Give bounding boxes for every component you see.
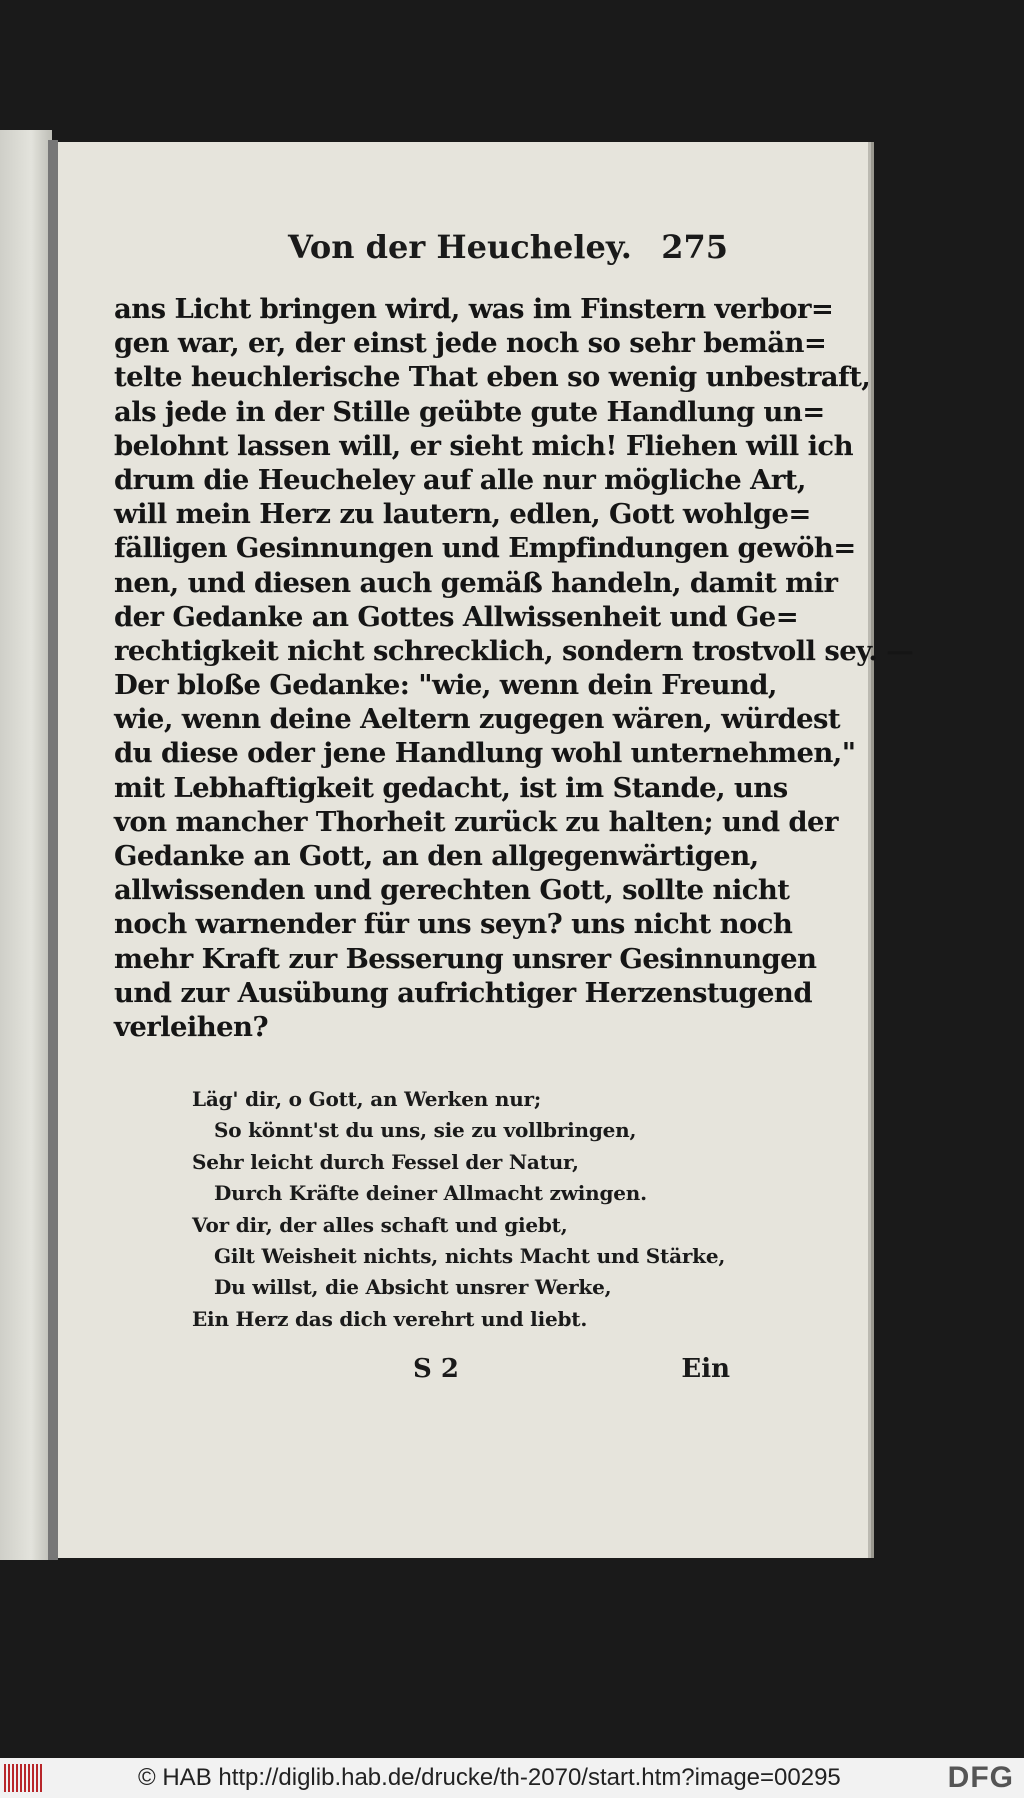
poem-stanza (192, 1084, 752, 1335)
barcode-icon (4, 1764, 44, 1792)
poem-line: Du willst, die Absicht unsrer Werke, (214, 1275, 612, 1300)
text-line: ans Licht bringen wird, was im Finstern verbor= (114, 293, 834, 325)
text-line: von mancher Thorheit zurück zu halten; und der (114, 805, 838, 838)
text-line: du diese oder jene Handlung wohl unternehmen," (114, 737, 856, 770)
text-line: telte heuchlerische That eben so wenig unbestraft, (114, 361, 871, 394)
running-title: Von der Heucheley. (288, 228, 632, 266)
text-line: belohnt lassen will, er sieht mich! Fliehen will ich (114, 429, 853, 462)
text-line: fälligen Gesinnungen und Empfindungen gewöh= (114, 532, 856, 565)
text-line: und zur Ausübung aufrichtiger Herzenstugend (114, 976, 812, 1009)
text-line: mit Lebhaftigkeit gedacht, ist im Stande, uns (114, 771, 788, 804)
poem-line: Durch Kräfte deiner Allmacht zwingen. (214, 1181, 647, 1206)
text-line: Gedanke an Gott, an den allgegenwärtigen, (114, 840, 759, 872)
text-line: als jede in der Stille geübte gute Handlung un= (114, 395, 825, 428)
copyright-link[interactable]: © HAB http://diglib.hab.de/drucke/th-2070/start.htm?image=00295 (138, 1764, 841, 1791)
signature-mark: S 2 (413, 1354, 459, 1384)
book-page (58, 142, 914, 1558)
body-text (114, 292, 914, 1044)
poem-line: Gilt Weisheit nichts, nichts Macht und Stärke, (214, 1243, 726, 1268)
binding-shadow (48, 140, 58, 1560)
text-line: will mein Herz zu lautern, edlen, Gott wohlge= (114, 498, 811, 531)
poem-line: Ein Herz das dich verehrt und liebt. (192, 1306, 588, 1331)
dfg-logo: DFG (947, 1761, 1014, 1794)
text-line: verleihen? (114, 1010, 268, 1043)
footer-bar (0, 1758, 1024, 1798)
poem-line: Sehr leicht durch Fessel der Natur, (192, 1149, 579, 1174)
text-line: der Gedanke an Gottes Allwissenheit und Ge= (114, 600, 799, 633)
text-line: mehr Kraft zur Besserung unsrer Gesinnungen (114, 942, 817, 975)
text-line: rechtigkeit nicht schrecklich, sondern trostvoll sey. — (114, 634, 914, 667)
previous-page-edge (0, 130, 52, 1560)
text-line: gen war, er, der einst jede noch so sehr bemän= (114, 327, 827, 360)
text-line: Der bloße Gedanke: "wie, wenn dein Freund, (114, 669, 777, 702)
text-line: nen, und diesen auch gemäß handeln, damit mir (114, 566, 838, 599)
poem-line: Läg' dir, o Gott, an Werken nur; (192, 1087, 542, 1111)
poem-line: So könnt'st du uns, sie zu vollbringen, (214, 1118, 637, 1143)
poem-line: Vor dir, der alles schaft und giebt, (192, 1212, 568, 1237)
running-head (58, 228, 868, 278)
text-line: drum die Heucheley auf alle nur mögliche Art, (114, 463, 806, 496)
text-line: wie, wenn deine Aeltern zugegen wären, würdest (114, 703, 840, 736)
catchword: Ein (681, 1354, 730, 1384)
page-number: 275 (661, 228, 728, 266)
text-line: noch warnender für uns seyn? uns nicht noch (114, 908, 793, 941)
text-line: allwissenden und gerechten Gott, sollte nicht (114, 874, 790, 907)
